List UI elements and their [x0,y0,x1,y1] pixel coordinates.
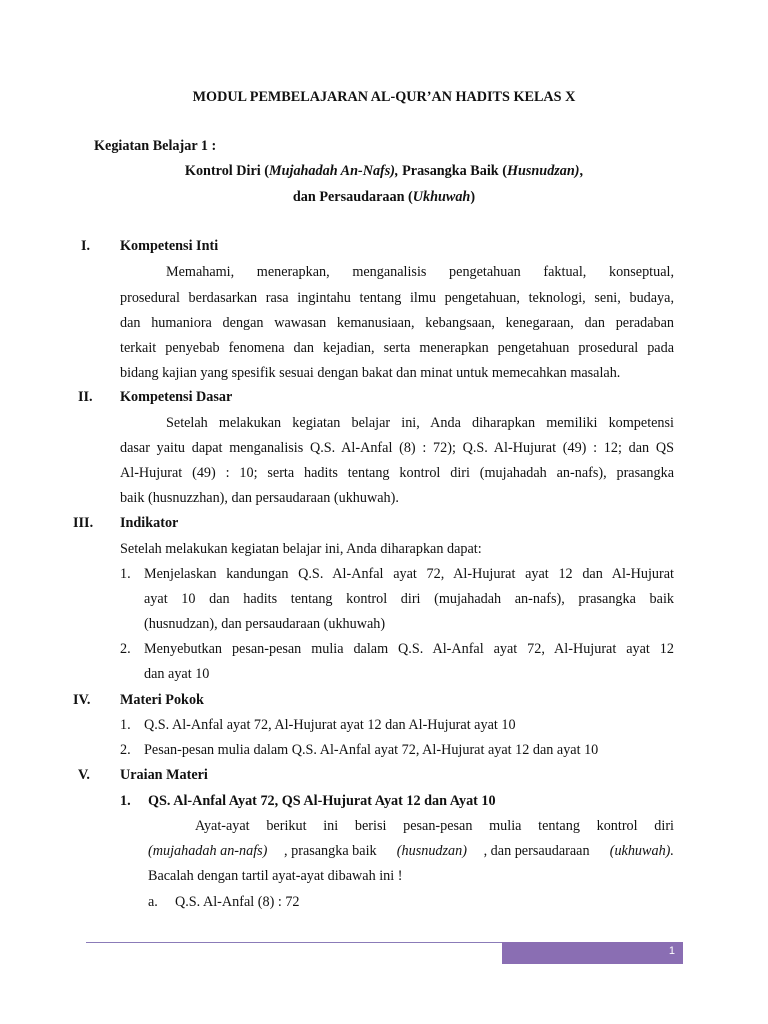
paragraph-line: bidang kajian yang spesifik sesuai dengan bakat dan minat untuk memecahkan masalah. [120,365,621,381]
list-item-line: Pesan-pesan mulia dalam Q.S. Al-Anfal ayat 72, Al-Hujurat ayat 12 dan ayat 10 [144,742,599,758]
subtitle-text: Mujahadah An-Nafs), [269,163,399,179]
subtitle-text: Ukhuwah [412,189,471,205]
paragraph-line: Ayat-ayat berikut ini berisi pesan-pesan mulia tentang kontrol diri [195,818,674,834]
paragraph-line: dasar yaitu dapat menganalisis Q.S. Al-Anfal (8) : 72); Q.S. Al-Hujurat (49) : 12; dan QS [120,440,674,456]
paragraph-line [148,842,674,860]
text-run: , prasangka baik [284,843,381,859]
sub-item-text: Q.S. Al-Anfal (8) : 72 [175,894,300,910]
section-numeral: V. [78,767,90,783]
subtitle-text: Husnudzan) [506,163,580,179]
page-number-box [502,942,683,964]
section-heading: Kompetensi Dasar [120,389,233,405]
paragraph-line: Bacalah dengan tartil ayat-ayat dibawah ini ! [148,868,403,884]
list-number: 2. [120,742,131,758]
section-heading: Uraian Materi [120,767,208,783]
subsection-number: 1. [120,793,131,809]
subtitle-text: Prasangka Baik ( [398,163,507,179]
italic-term: (husnudzan) [396,843,467,859]
list-item-line: ayat 10 dan hadits tentang kontrol diri (mujahadah an-nafs), prasangka baik [144,591,674,607]
paragraph-line: Al-Hujurat (49) : 10; serta hadits tentang kontrol diri (mujahadah an-nafs), prasangka [120,465,674,481]
list-item-line: Menyebutkan pesan-pesan mulia dalam Q.S. Al-Anfal ayat 72, Al-Hujurat ayat 12 [144,641,674,657]
section-numeral: I. [81,238,91,254]
list-number: 1. [120,717,131,733]
page-title: MODUL PEMBELAJARAN AL-QUR’AN HADITS KELAS X [192,89,576,105]
paragraph-line: prosedural berdasarkan rasa ingintahu tentang ilmu pengetahuan, teknologi, seni, budaya, [120,290,674,306]
paragraph-line: terkait penyebab fenomena dan kejadian, serta menerapkan pengetahuan prosedural pada [120,340,674,356]
section-heading: Kompetensi Inti [120,238,219,254]
subtitle-line-2 [0,188,768,206]
subsection-heading: QS. Al-Anfal Ayat 72, QS Al-Hujurat Ayat 12 dan Ayat 10 [148,793,496,809]
sub-item-letter: a. [148,894,158,910]
section-numeral: II. [78,389,93,405]
page-number: 1 [668,945,675,957]
paragraph-line: baik (husnuzzhan), dan persaudaraan (ukhuwah). [120,490,399,506]
section-heading: Indikator [120,515,179,531]
subtitle-text: Kontrol Diri ( [184,163,269,179]
paragraph-line: Setelah melakukan kegiatan belajar ini, Anda diharapkan memiliki kompetensi [166,415,674,431]
section-numeral: IV. [73,692,91,708]
subtitle-text: dan Persaudaraan ( [292,189,413,205]
paragraph-line: dan humaniora dengan wawasan kemanusiaan, kebangsaan, kenegaraan, dan peradaban [120,315,674,331]
section-numeral: III. [73,515,94,531]
section-intro: Setelah melakukan kegiatan belajar ini, Anda diharapkan dapat: [120,541,482,557]
list-item-line: (husnudzan), dan persaudaraan (ukhuwah) [144,616,386,632]
list-item-line: Menjelaskan kandungan Q.S. Al-Anfal ayat 72, Al-Hujurat ayat 12 dan Al-Hujurat [144,566,674,582]
section-heading: Materi Pokok [120,692,204,708]
text-run: , dan persaudaraan [483,843,594,859]
subtitle-text: ) [470,189,476,205]
activity-label: Kegiatan Belajar 1 : [94,138,217,154]
italic-term: (ukhuwah). [609,843,674,859]
list-number: 2. [120,641,131,657]
subtitle-text: , [579,163,584,179]
list-number: 1. [120,566,131,582]
paragraph-line: Memahami, menerapkan, menganalisis pengetahuan faktual, konseptual, [166,264,674,280]
list-item-line: dan ayat 10 [144,666,210,682]
list-item-line: Q.S. Al-Anfal ayat 72, Al-Hujurat ayat 12 dan Al-Hujurat ayat 10 [144,717,516,733]
subtitle-line-1 [0,162,768,180]
italic-term: (mujahadah an-nafs) [148,843,268,859]
